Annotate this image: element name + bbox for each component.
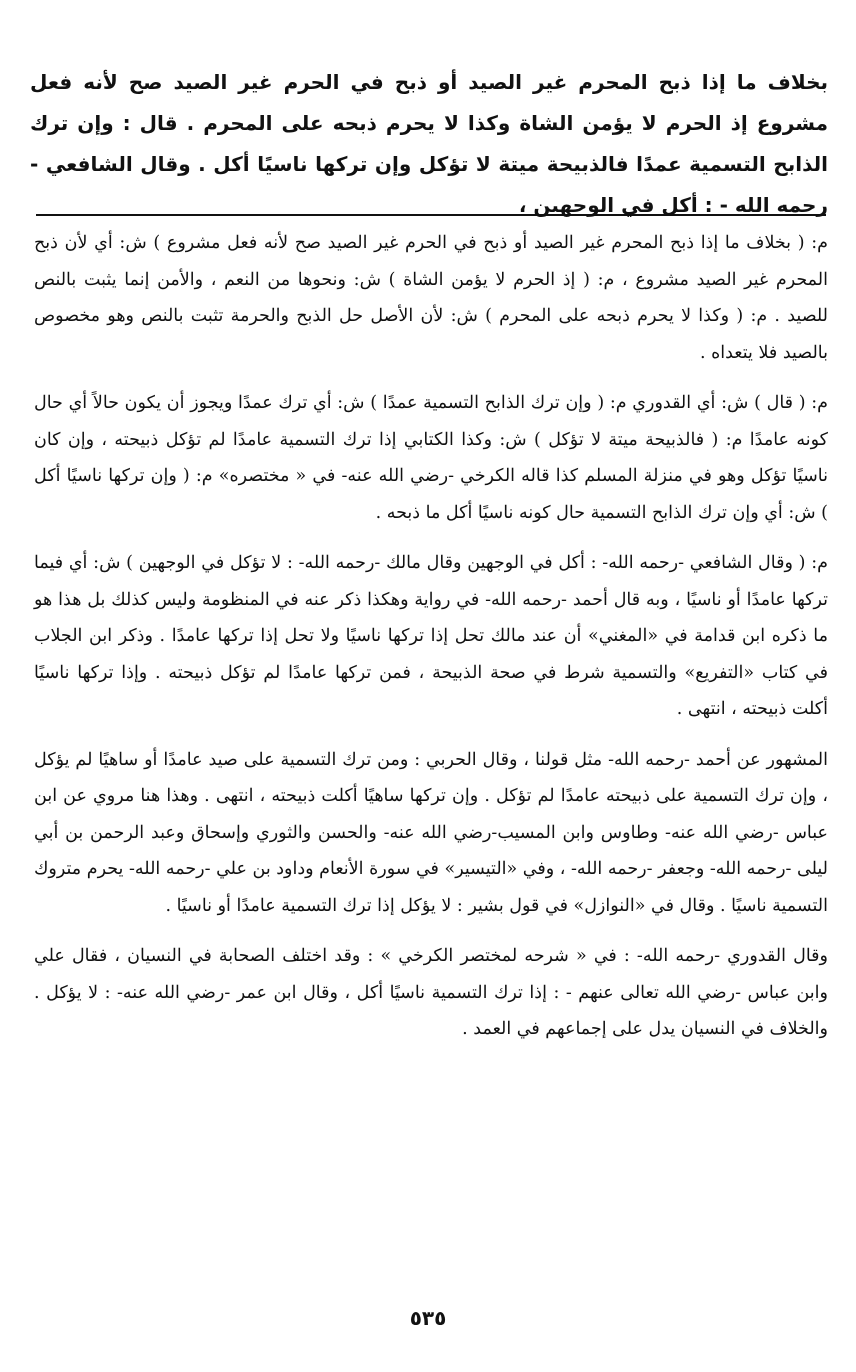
commentary-paragraph-5: وقال القدوري -رحمه الله- : في « شرحه لمختصر الكرخي » : وقد اختلف الصحابة في النسيان ، فقال علي وابن عباس -رضي الله تعالى عنهم - : إذا ترك التسمية ناسيًا أكل ، وقال ابن عمر -رضي الله عنه- : لا يؤكل . والخلاف في النسيان يدل على إجماعهم في العمد . [34,946,828,1039]
commentary-paragraph-2: م: ( قال ) ش: أي القدوري م: ( وإن ترك الذابح التسمية عمدًا ) ش: أي ترك عمدًا ويجوز أن يكون حالاً أي حال كونه عامدًا م: ( فالذبيحة ميتة لا تؤكل ) ش: وكذا الكتابي إذا ترك التسمية عامدًا لم تؤكل ذبيحته ، وإن كان ناسيًا تؤكل وهو في منزلة المسلم كذا قاله الكرخي -رضي الله عنه- في « مختصره» م: ( وإن تركها ناسيًا أكل ) ش: أي وإن ترك الذابح التسمية حال كونه ناسيًا أكل ما ذبحه . [34,393,828,523]
commentary-paragraph-1: م: ( بخلاف ما إذا ذبح المحرم غير الصيد أو ذبح في الحرم غير الصيد صح لأنه فعل مشروع ) ش: أي لأن ذبح المحرم غير الصيد مشروع ، م: ( إذ الحرم لا يؤمن الشاة ) ش: ونحوها من النعم ، والأمن إنما يثبت بالنص للصيد . م: ( وكذا لا يحرم ذبحه على المحرم ) ش: لأن الأصل حل الذبح والحرمة تثبت بالنص وهو مخصوص بالصيد فلا يتعداه . [34,233,828,363]
page-number: ٥٣٥ [409,1306,447,1330]
commentary-paragraph-4: المشهور عن أحمد -رحمه الله- مثل قولنا ، وقال الحربي : ومن ترك التسمية على صيد عامدًا أو ساهيًا لم يؤكل ، وإن ترك التسمية على ذبيحته عامدًا لم تؤكل . وإن تركها ساهيًا أكلت ذبيحته ، انتهى . وهذا هنا مروي عن ابن عباس -رضي الله عنه- وطاوس وابن المسيب-رضي الله عنه- والحسن والثوري وإسحاق وعبد الرحمن بن أبي ليلى -رحمه الله- وجعفر -رحمه الله- ، وفي «التيسير» في سورة الأنعام وداود بن علي -رحمه الله- يحرم متروك التسمية ناسيًا . وقال في «النوازل» في قول بشير : لا يؤكل إذا ترك التسمية عامدًا أو ناسيًا . [34,749,828,916]
separator-line [36,214,826,216]
main-text: بخلاف ما إذا ذبح المحرم غير الصيد أو ذبح في الحرم غير الصيد صح لأنه فعل مشروع إذ الحرم لا يؤمن الشاة وكذا لا يحرم ذبحه على المحرم . قال : وإن ترك الذابح التسمية عمدًا فالذبيحة ميتة لا تؤكل وإن تركها ناسيًا أكل . وقال الشافعي - رحمه الله - : أكل في الوجهين ، [30,70,828,217]
commentary [34,225,828,1062]
commentary-paragraph-3: م: ( وقال الشافعي -رحمه الله- : أكل في الوجهين وقال مالك -رحمه الله- : لا تؤكل في الوجهين ) ش: أي فيما تركها عامدًا أو ناسيًا ، وبه قال أحمد -رحمه الله- في رواية وهكذا ذكر عنه في المنظومة وليس كذلك بل هذا هو ما ذكره ابن قدامة في «المغني» أن عند مالك تحل إذا تركها ناسيًا ولا تحل إذا تركها عامدًا . وذكر ابن الجلاب في كتاب «التفريع» والتسمية شرط في صحة الذبيحة ، فمن تركها عامدًا لم تؤكل ذبيحته . وإذا تركها ناسيًا أكلت ذبيحته ، انتهى . [34,553,828,719]
